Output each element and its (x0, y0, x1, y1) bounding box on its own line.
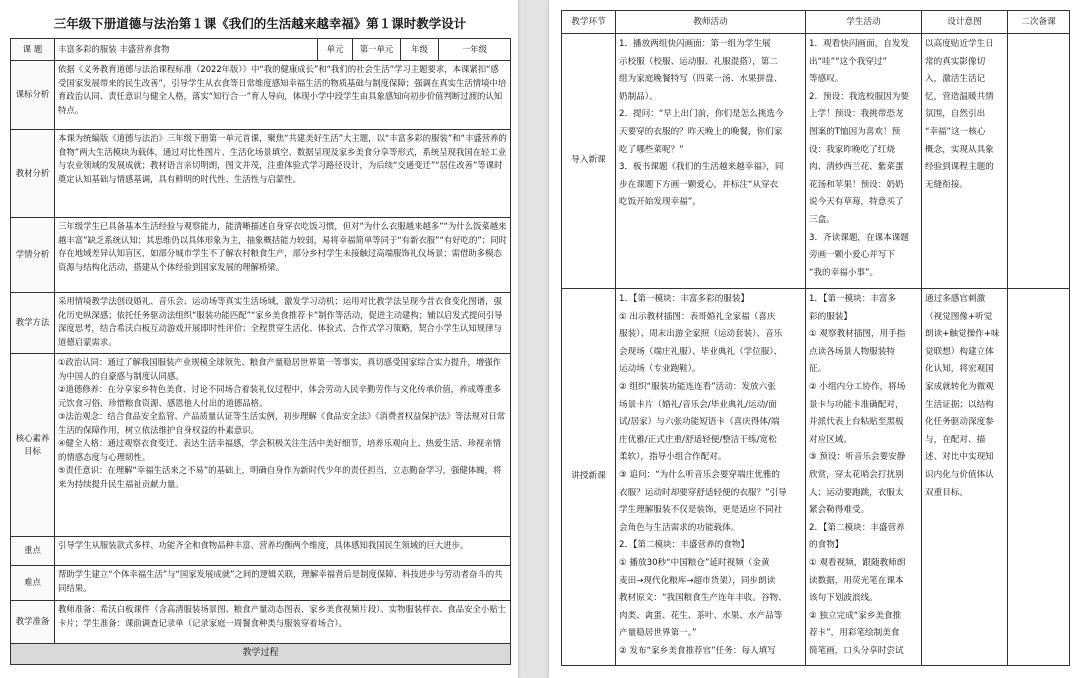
text-line: 会角色与生活需求的功能载体。 (619, 522, 740, 533)
text-line: 产量稳居世界第一。” (619, 628, 697, 639)
student-activity (806, 289, 922, 666)
unit-value: 第一单元 (353, 39, 401, 61)
text-line: 步在课题下方画一颗爱心，并标注“从穿衣 (619, 179, 779, 190)
text-line: 三盒。 (809, 214, 835, 225)
design-intent (922, 289, 1008, 666)
text-line: 运动场（专业跑鞋）。 (619, 364, 701, 375)
grade-value: 一年级 (439, 39, 511, 61)
text-line: 教材原文：“我国粮食生产连年丰收。谷物、 (619, 593, 787, 604)
text-line: 服装）、周末出游全家照（运动套装）、音乐 (619, 329, 783, 340)
text-line: 欣赏，穿太花哨会打扰别 (809, 469, 904, 480)
text-line: 彩的服装】 (809, 311, 852, 322)
header-intent: 设计意图 (922, 11, 1008, 34)
row-text: 帮助学生建立“个体幸福生活”与“国家发展成就”之间的逻辑关联，理解幸福背后是制度保障、科技进步与劳动者奋斗的共同结果。 (55, 566, 511, 601)
core-competency-row (11, 354, 511, 537)
text-line: 1．播放两组快闪画面：第一组为学生展 (619, 39, 771, 49)
text-line: “幸福”这一核心 (925, 126, 986, 137)
text-line: 庄优雅/正式庄重/舒适轻便/整洁干练/宽松 (619, 434, 777, 445)
text-line: 3．齐读课题，在课本课题 (809, 232, 909, 243)
text-line: 2．【第二模块：丰盛营养的食物】 (619, 540, 750, 551)
secondary-revision (1008, 289, 1070, 666)
text-line: ② 发布“家乡美食推荐官”任务：每人填写 (619, 645, 776, 656)
text-line: ② 组织“服装功能连连看”活动：发放六张 (619, 381, 776, 392)
text-line: 与，在配对、描 (925, 434, 986, 445)
text-line: 紧会勒得难受。 (809, 505, 870, 516)
stage-row-new-lesson (562, 289, 1070, 666)
text-line: 奶制品）。 (619, 91, 658, 102)
text-line: 无缝衔接。 (925, 179, 968, 190)
lesson-plan-table (10, 38, 511, 665)
row-label: 教学方法 (11, 293, 55, 354)
row-label: 课标分析 (11, 61, 55, 130)
text-line: 示校服（校服、运动服、礼服混搭），第二 (619, 56, 778, 67)
text-line: 吃了哪些菜呢？” (619, 144, 684, 155)
text-line: 3．板书课题《我们的生活越来越幸福》，同 (619, 162, 784, 173)
row-text: 教师准备：希沃白板课件（含高清服装场景图、粮食产量动态图表、家乡美食视频片段）、实物服装样衣、食品安全小贴士卡片；学生准备：课前调查记录单（记录家庭一周餐食种类与服装穿着场合）。 (55, 601, 511, 644)
row-text: 三年级学生已具备基本生活经验与观察能力，能清晰描述自身穿衣吃饭习惯，但对“为什么衣服越来越多”“为什么饭菜越来越丰富”缺乏系统认知；其思维仍以具体形象为主，抽象概括能力较弱，易将幸福简单等同于“有新衣服”“有好吃的”；同时存在地域差异认知盲区，如部分城市学生不了解农村粮食生产，部分乡村学生未接触过高端服饰礼仪场景；需借助多模态资源与结构化活动，搭建从个体经验到国家发展的理解桥梁。 (55, 218, 511, 293)
text-line: 读数据，用荧光笔在课本 (809, 575, 904, 586)
text-line: 肉、清炒西兰花、紫菜蛋 (809, 162, 904, 173)
process-header-row (11, 644, 511, 665)
text-line: 2．【第二模块：丰盛营养 (809, 522, 905, 533)
header-student: 学生活动 (806, 11, 922, 34)
teaching-process-table (561, 10, 1070, 666)
text-line: 麦田→现代化粮库→超市货架），同步朗读 (619, 575, 776, 586)
text-line: 通过多感官刺激 (925, 294, 986, 304)
text-line: 朗读+触觉操作+味 (925, 329, 1000, 340)
text-line: 衣服？运动时却要穿舒适轻便的衣服？”引导 (619, 487, 787, 498)
text-line: 入，激活生活记 (925, 74, 986, 85)
text-line: 征。 (809, 364, 827, 375)
text-line: 2．提问：“早上出门前，你们是怎么挑选今 (619, 109, 784, 120)
text-line: 并派代表上台粘贴至黑板 (809, 417, 904, 428)
competency-item: ③法治观念：结合食品安全监管、产品质量认证等生活实例，初步理解《食品安全法》《消费者权益保护法》等法规对日常生活的保障作用，树立依法维护自身权益的朴素意识。 (58, 411, 506, 435)
row-label: 教材分析 (11, 130, 55, 218)
competency-item: ④健全人格：通过观察衣食变迁、表达生活幸福感，学会积极关注生活中美好细节，培养乐观向上、热爱生活、珍视亲情的情感态度与心理韧性。 (58, 438, 502, 462)
text-line: 概念，实现从具象 (925, 144, 994, 155)
process-header: 教学过程 (11, 644, 511, 665)
row-text: 引导学生从服装款式多样、功能齐全和食物品种丰富、营养均衡两个维度，具体感知我国民生领域的巨大进步。 (55, 537, 511, 566)
student-activity (806, 34, 922, 289)
text-line: 该句下划波浪线。 (809, 593, 878, 604)
key-point-row (11, 537, 511, 566)
text-line: 等感叹。 (809, 74, 844, 85)
header-stage: 教学环节 (562, 11, 616, 34)
text-line: 忆，营造温暖共情 (925, 91, 994, 102)
competency-item: ⑤责任意识：在理解“幸福生活来之不易”的基础上，明确自身作为新时代少年的责任担当，立志勤奋学习，强健体魄，将来为持续提升民生福祉贡献力量。 (58, 465, 502, 489)
text-line: 组为家庭晚餐特写（四菜一汤、水果拼盘、 (619, 74, 783, 85)
text-line: 设：我家昨晚吃了红烧 (809, 144, 895, 155)
row-text (55, 354, 511, 537)
competency-item: ①政治认同：通过了解我国服装产业规模全球领先、粮食产量稳居世界第一等事实，真切感受国家综合实力提升，增强作为中国人的自豪感与制度认同感。 (58, 357, 502, 381)
text-line: 上学！预设：我挑带恐龙 (809, 109, 904, 120)
secondary-revision (1008, 34, 1070, 289)
textbook-analysis-row (11, 130, 511, 218)
curriculum-analysis-row (11, 61, 511, 130)
text-line: ② 独立完成“家乡美食推 (809, 610, 902, 621)
stage-label: 讲授新课 (562, 289, 616, 666)
text-line: 常的真实影像切 (925, 56, 986, 67)
right-document-page (549, 0, 1080, 678)
learner-analysis-row (11, 218, 511, 293)
text-line: 双重目标。 (925, 487, 968, 498)
text-line: 柔软），指导小组合作配对。 (619, 452, 727, 463)
text-line: 以高度贴近学生日 (925, 39, 994, 49)
text-line: ③ 预设：听音乐会要安静 (809, 452, 906, 463)
text-line: 场景卡片（婚礼/音乐会/毕业典礼/运动/面 (619, 399, 777, 410)
text-line: ② 小组内分工协作，将场 (809, 381, 906, 392)
teaching-method-row (11, 293, 511, 354)
text-line: 出“哇”“这个我穿过” (809, 56, 887, 67)
header-revision: 二次备课 (1008, 11, 1070, 34)
text-line: 1．【第一模块：丰富多彩的服装】 (619, 294, 750, 304)
text-line: 化认知，将宏观国 (925, 364, 994, 375)
text-line: 简笔画，口头分享时尝试 (809, 645, 904, 656)
row-label: 难点 (11, 566, 55, 601)
header-teacher: 教师活动 (616, 11, 806, 34)
text-line: 生活证据；以结构 (925, 399, 994, 410)
competency-item: ②道德修养：在分享家乡特色美食、讨论不同场合着装礼仪过程中，体会劳动人民辛勤劳作与文化传承价值，养成尊重多元饮食习俗、珍惜粮食资源、感恩他人付出的道德品格。 (58, 384, 502, 408)
text-line: 会现场（端庄礼服）、毕业典礼（学位服）、 (619, 346, 783, 357)
row-label: 学情分析 (11, 218, 55, 293)
text-line: 1．【第一模块：丰富多 (809, 294, 897, 304)
stage-label: 导入新课 (562, 34, 616, 289)
text-line: 天要穿的衣服的？昨天晚上的晚餐，你们家 (619, 126, 783, 137)
process-table-header (562, 11, 1070, 34)
text-line: 学生理解服装不仅是装饰，更是适应不同社 (619, 505, 783, 516)
text-line: 的食物】 (809, 540, 844, 551)
document-title: 三年级下册道德与法治第１课《我们的生活越来越幸福》第１课时教学设计 (53, 16, 467, 31)
left-document-page (0, 0, 518, 678)
text-line: 觉联想）构建立体 (925, 346, 994, 357)
text-line: 1．观看快闪画面，自发发 (809, 39, 909, 49)
text-line: ① 观察教材插图，用手指 (809, 329, 906, 340)
text-line: ③ 追问：“为什么听音乐会要穿端庄优雅的 (619, 469, 780, 480)
unit-label: 单元 (318, 39, 353, 61)
text-line: 对应区域。 (809, 434, 852, 445)
text-line: 吃饭开始发现幸福”。 (619, 197, 701, 208)
preparation-row (11, 601, 511, 644)
text-line: 旁画一颗小爱心并写下 (809, 250, 895, 261)
topic-label: 课 题 (11, 39, 55, 61)
text-line: 人；运动要跑跳，衣服太 (809, 487, 904, 498)
difficulty-row (11, 566, 511, 601)
text-line: 2．预设：我选校服因为要 (809, 91, 909, 102)
row-text: 采用情境教学法创设婚礼、音乐会、运动场等真实生活场域，激发学习动机；运用对比教学法呈现今昔衣食变化图谱，强化历史纵深感；依托任务驱动法组织“服装功能匹配”“家乡美食推荐卡”制作等活动，促进主动建构；辅以启发式提问引导深度思考，结合希沃白板互动游戏开展即时性评价；全程贯穿生活化、体验式、合作式学习策略，契合小学生认知规律与道德启蒙需求。 (55, 293, 511, 354)
text-line: 花汤和苹果！预设：奶奶 (809, 179, 904, 190)
row-text: 本课为统编版《道德与法治》三年级下册第一单元首课，聚焦“共建美好生活”大主题，以“丰富多彩的服装”和“丰盛营养的食物”两大生活模块为载体，通过对比性图片、生活化场景填空、数据呈现及家乡美食分享等形式，系统呈现我国在轻工业与农业领域的发展成就；教材语言亲切明朗，图文并茂，注重体验式学习路径设计，为后续“交通变迁”“居住改善”等课时奠定认知基础与情感基调，具有鲜明的时代性、生活性与启蒙性。 (55, 130, 511, 218)
teacher-activity (616, 34, 806, 289)
text-line: 点读各场景人物服装特 (809, 346, 895, 357)
stage-row-intro (562, 34, 1070, 289)
design-intent (922, 34, 1008, 289)
row-label: 教学准备 (11, 601, 55, 644)
text-line: ① 观看视频，跟随教师朗 (809, 557, 906, 568)
text-line: ① 播放30秒“中国粮仓”延时视频（金黄 (619, 557, 770, 568)
text-line: “我的幸福小事”。 (809, 267, 879, 278)
text-line: 肉类、禽蛋、花生、茶叶、水果、水产品等 (619, 610, 783, 621)
teacher-activity (616, 289, 806, 666)
text-line: 图案的T恤因为喜欢！预 (809, 126, 901, 137)
text-line: 景卡与功能卡准确配对， (809, 399, 904, 410)
text-line: 说今天有草莓，特意买了 (809, 197, 904, 208)
text-line: ① 出示教材插图：表哥婚礼全家福（喜庆 (619, 311, 776, 322)
text-line: 试/居家）与六张功能短语卡（喜庆得体/端 (619, 417, 780, 428)
text-line: 经验到课程主题的 (925, 162, 994, 173)
topic-value: 丰富多彩的服装 丰盛营养食物 (55, 39, 318, 61)
text-line: 荐卡”，用彩笔绘制美食 (809, 628, 900, 639)
grade-label: 年级 (401, 39, 439, 61)
text-line: 化任务驱动深度参 (925, 417, 994, 428)
row-label: 重点 (11, 537, 55, 566)
text-line: 家成就转化为微观 (925, 381, 994, 392)
text-line: 述、对比中实现知 (925, 452, 994, 463)
text-line: （视觉图像+听觉 (925, 311, 993, 322)
topic-row (11, 39, 511, 61)
text-line: 识内化与价值体认 (925, 469, 994, 480)
row-text: 依据《义务教育道德与法治课程标准（2022年版）》中“我的健康成长”和“我们的社会生活”学习主题要求，本课紧扣“感受国家发展带来的民生改善”，引导学生从衣食等日常维度感知幸福生活的物质基础与制度保障；强调在真实生活情境中培育政治认同、责任意识与健全人格，落实“知行合一”育人导向，体现小学中段学生由具象感知向初步价值判断过渡的认知特点。 (55, 61, 511, 130)
row-label: 核心素养目标 (11, 354, 55, 537)
text-line: 氛围，自然引出 (925, 109, 986, 120)
